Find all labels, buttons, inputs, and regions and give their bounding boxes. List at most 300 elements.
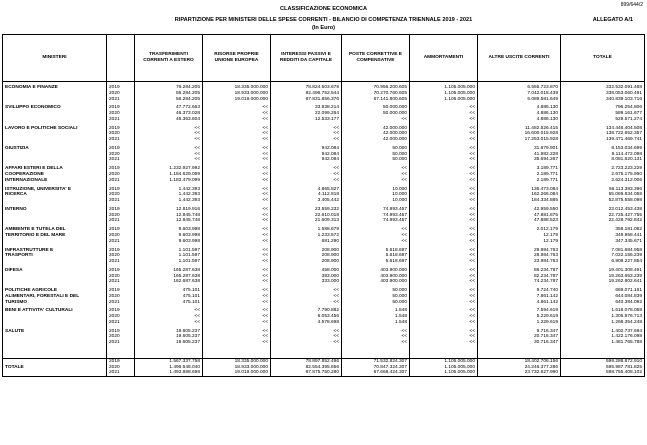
value-cell: 70.270.760.605: [342, 91, 410, 97]
value-cell: 18.933.000.000: [203, 91, 271, 97]
ministry-name: AMBIENTE E TUTELA DEL: [3, 227, 107, 233]
value-cell: <<: [410, 288, 478, 294]
ministry-name: TRASPORTI: [3, 253, 107, 259]
value-cell: <<: [203, 213, 271, 219]
value-cell: 42.959.550: [478, 207, 561, 213]
value-cell: 1.101.597: [135, 248, 203, 254]
value-cell: 42.000.000: [342, 131, 410, 137]
value-cell: <<: [203, 218, 271, 224]
year-cell: 2021: [107, 320, 135, 326]
year-cell: 2021: [107, 218, 135, 224]
value-cell: 139.471.469.741: [561, 137, 645, 143]
value-cell: <<: [203, 259, 271, 265]
value-cell: <<: [203, 117, 271, 123]
value-cell: <<: [410, 187, 478, 193]
value-cell: 19.605.237: [135, 329, 203, 335]
value-cell: 41.982.228: [478, 152, 561, 158]
value-cell: 22.725.427.755: [561, 213, 645, 219]
value-cell: 4.886.130: [478, 111, 561, 117]
value-cell: <<: [271, 288, 342, 294]
spacer-cell: [478, 349, 561, 359]
value-cell: 2.723.223.229: [561, 166, 645, 172]
value-cell: 19.263.653.239: [561, 274, 645, 280]
value-cell: 50.000: [342, 294, 410, 300]
value-cell: <<: [203, 152, 271, 158]
value-cell: <<: [135, 320, 203, 326]
value-cell: <<: [203, 239, 271, 245]
ministry-name: POLITICHE AGRICOLE: [3, 288, 107, 294]
value-cell: 529.571.274: [561, 117, 645, 123]
ministry-name: AFFARI ESTERI E DELLA: [3, 166, 107, 172]
value-cell: 338.053.060.491: [561, 91, 645, 97]
value-cell: 12.819.916: [135, 207, 203, 213]
value-cell: 208.900: [271, 248, 342, 254]
total-value-cell: 1.493.888.698: [135, 370, 203, 376]
value-cell: <<: [410, 334, 478, 340]
year-cell: 2020: [107, 192, 135, 198]
value-cell: 6.908.227.854: [561, 259, 645, 265]
value-cell: 4.886.130: [478, 105, 561, 111]
col-header: [107, 35, 135, 82]
ministry-name: INFRASTRUTTURE E: [3, 248, 107, 254]
ministry-name: ECONOMIA E FINANZE: [3, 85, 107, 91]
year-cell: 2020: [107, 213, 135, 219]
value-cell: <<: [410, 340, 478, 346]
value-cell: <<: [271, 300, 342, 306]
value-cell: 87.831.856.376: [271, 97, 342, 103]
total-value-cell: 24.246.377.286: [478, 365, 561, 371]
value-cell: 30.716.347: [478, 340, 561, 346]
table-row: [3, 370, 645, 376]
year-cell: 2019: [107, 359, 135, 365]
col-header: MINISTERI: [3, 35, 107, 82]
value-cell: 19.401.308.491: [561, 268, 645, 274]
value-cell: <<: [410, 248, 478, 254]
ministry-name: TURISMO: [3, 300, 107, 306]
value-cell: <<: [203, 233, 271, 239]
total-value-cell: 598.755.408.102: [561, 370, 645, 376]
total-value-cell: 19.019.000.000: [203, 370, 271, 376]
year-cell: 2021: [107, 279, 135, 285]
value-cell: 7.081.684.958: [561, 248, 645, 254]
ministry-name: GIUSTIZIA: [3, 146, 107, 152]
value-cell: 333.000: [271, 279, 342, 285]
value-cell: 5.618.697: [342, 248, 410, 254]
value-cell: 475.101: [135, 288, 203, 294]
value-cell: <<: [203, 137, 271, 143]
value-cell: <<: [410, 239, 478, 245]
value-cell: 1.101.597: [135, 253, 203, 259]
value-cell: 7.790.882: [271, 308, 342, 314]
total-label: [3, 370, 107, 376]
value-cell: <<: [410, 308, 478, 314]
year-cell: 2021: [107, 97, 135, 103]
value-cell: <<: [203, 157, 271, 163]
value-cell: 1.105.005.000: [410, 85, 478, 91]
year-cell: 2019: [107, 85, 135, 91]
value-cell: 1.442.393: [135, 192, 203, 198]
year-cell: 2020: [107, 334, 135, 340]
value-cell: 52.875.558.098: [561, 198, 645, 204]
value-cell: <<: [135, 157, 203, 163]
value-cell: 403.900.000: [342, 268, 410, 274]
value-cell: 1.402.737.694: [561, 329, 645, 335]
year-cell: 2021: [107, 117, 135, 123]
value-cell: <<: [342, 117, 410, 123]
value-cell: <<: [203, 187, 271, 193]
year-cell: 2019: [107, 207, 135, 213]
total-value-cell: 18.402.706.156: [478, 359, 561, 365]
value-cell: 67.141.800.605: [342, 97, 410, 103]
value-cell: <<: [203, 279, 271, 285]
year-cell: 2019: [107, 248, 135, 254]
value-cell: 1.588.679: [271, 227, 342, 233]
value-cell: 4.886.130: [478, 117, 561, 123]
value-cell: <<: [271, 294, 342, 300]
value-cell: 640.384.092: [561, 300, 645, 306]
value-cell: 1.618.078.058: [561, 308, 645, 314]
spacer-cell: [203, 349, 271, 359]
year-cell: 2019: [107, 126, 135, 132]
value-cell: 18.335.000.000: [203, 85, 271, 91]
value-cell: 19.019.000.000: [203, 97, 271, 103]
value-cell: 5.229.619: [478, 314, 561, 320]
value-cell: <<: [203, 131, 271, 137]
value-cell: 1.183.479.099: [135, 178, 203, 184]
year-cell: 2019: [107, 146, 135, 152]
value-cell: <<: [410, 192, 478, 198]
total-value-cell: 18.335.000.000: [203, 359, 271, 365]
value-cell: 22.099.264: [271, 111, 342, 117]
total-value-cell: 1.105.005.000: [410, 370, 478, 376]
value-cell: <<: [271, 131, 342, 137]
year-cell: 2020: [107, 111, 135, 117]
value-cell: <<: [203, 329, 271, 335]
value-cell: 56.284.205: [135, 91, 203, 97]
year-cell: 2021: [107, 239, 135, 245]
value-cell: <<: [342, 233, 410, 239]
year-cell: 2021: [107, 157, 135, 163]
value-cell: <<: [203, 105, 271, 111]
value-cell: 76.284.205: [135, 85, 203, 91]
value-cell: <<: [203, 340, 271, 346]
value-cell: 5.618.697: [342, 259, 410, 265]
value-cell: <<: [410, 131, 478, 137]
value-cell: <<: [410, 314, 478, 320]
value-cell: 942.084: [271, 152, 342, 158]
value-cell: 796.254.806: [561, 105, 645, 111]
year-cell: 2021: [107, 178, 135, 184]
value-cell: 12.533.177: [271, 117, 342, 123]
value-cell: <<: [271, 178, 342, 184]
value-cell: 347.345.671: [561, 239, 645, 245]
year-cell: 2019: [107, 187, 135, 193]
value-cell: <<: [203, 198, 271, 204]
value-cell: <<: [271, 329, 342, 335]
value-cell: 644.084.839: [561, 294, 645, 300]
year-cell: 2019: [107, 268, 135, 274]
value-cell: 16.600.015.928: [478, 131, 561, 137]
value-cell: 23.559.232: [271, 207, 342, 213]
total-value-cell: 78.897.852.496: [271, 359, 342, 365]
value-cell: <<: [342, 340, 410, 346]
value-cell: <<: [342, 239, 410, 245]
value-cell: 47.772.663: [135, 105, 203, 111]
value-cell: 8.081.620.131: [561, 157, 645, 163]
ministry-name: SALUTE: [3, 329, 107, 335]
value-cell: 82.234.787: [478, 274, 561, 280]
table-header-row: [3, 35, 645, 82]
value-cell: 12.179: [478, 233, 561, 239]
value-cell: 136.473.084: [478, 187, 561, 193]
value-cell: 1.101.597: [135, 259, 203, 265]
year-cell: 2019: [107, 288, 135, 294]
value-cell: 9.724.740: [478, 288, 561, 294]
value-cell: 2.012.179: [478, 227, 561, 233]
value-cell: 56.113.383.396: [561, 187, 645, 193]
spending-table: [2, 34, 645, 377]
value-cell: 21.609.313: [271, 218, 342, 224]
value-cell: 1.229.619: [478, 320, 561, 326]
value-cell: 19.262.802.641: [561, 279, 645, 285]
value-cell: 8.114.472.098: [561, 152, 645, 158]
total-value-cell: 18.933.000.000: [203, 365, 271, 371]
value-cell: <<: [410, 157, 478, 163]
value-cell: 1.548: [342, 308, 410, 314]
year-cell: 2021: [107, 137, 135, 143]
total-value-cell: 23.732.627.990: [478, 370, 561, 376]
value-cell: 50.000: [342, 288, 410, 294]
col-header: AMMORTAMENTI: [410, 35, 478, 82]
value-cell: 340.839.103.716: [561, 97, 645, 103]
value-cell: 56.284.205: [135, 97, 203, 103]
year-cell: 2020: [107, 253, 135, 259]
value-cell: <<: [410, 218, 478, 224]
value-cell: <<: [410, 274, 478, 280]
spacer-cell: [342, 349, 410, 359]
value-cell: <<: [271, 172, 342, 178]
total-value-cell: 598.286.872.910: [561, 359, 645, 365]
value-cell: <<: [342, 334, 410, 340]
value-cell: 2.189.771: [478, 178, 561, 184]
value-cell: <<: [271, 126, 342, 132]
value-cell: 35.694.267: [478, 157, 561, 163]
value-cell: 349.958.441: [561, 233, 645, 239]
total-value-cell: 67.668.424.307: [342, 370, 410, 376]
value-cell: 208.900: [271, 253, 342, 259]
value-cell: 942.084: [271, 157, 342, 163]
value-cell: <<: [203, 294, 271, 300]
total-value-cell: 87.875.750.280: [271, 370, 342, 376]
total-value-cell: 82.554.395.656: [271, 365, 342, 371]
value-cell: 31.679.901: [478, 146, 561, 152]
value-cell: 2.189.771: [478, 172, 561, 178]
value-cell: <<: [203, 111, 271, 117]
year-cell: 2020: [107, 294, 135, 300]
value-cell: 10.000: [342, 198, 410, 204]
value-cell: 162.266.084: [478, 192, 561, 198]
value-cell: <<: [410, 300, 478, 306]
total-value-cell: 1.567.337.758: [135, 359, 203, 365]
year-cell: 2020: [107, 131, 135, 137]
value-cell: <<: [410, 294, 478, 300]
value-cell: <<: [410, 166, 478, 172]
value-cell: 184.334.885: [478, 198, 561, 204]
value-cell: <<: [203, 300, 271, 306]
value-cell: <<: [410, 233, 478, 239]
value-cell: 1.105.005.000: [410, 91, 478, 97]
value-cell: <<: [203, 288, 271, 294]
value-cell: 1.422.176.098: [561, 334, 645, 340]
ministry-name: ISTRUZIONE, UNIVERSITA' E: [3, 187, 107, 193]
value-cell: <<: [410, 126, 478, 132]
value-cell: <<: [203, 320, 271, 326]
value-cell: 19.605.237: [135, 340, 203, 346]
value-cell: 5.618.697: [342, 253, 410, 259]
value-cell: <<: [203, 207, 271, 213]
value-cell: 86.234.787: [478, 268, 561, 274]
value-cell: 1.105.005.000: [410, 97, 478, 103]
ministry-name: COOPERAZIONE: [3, 172, 107, 178]
value-cell: 20.716.347: [478, 334, 561, 340]
value-cell: 23.012.453.438: [561, 207, 645, 213]
value-cell: 10.000: [342, 187, 410, 193]
value-cell: <<: [203, 334, 271, 340]
year-cell: 2020: [107, 274, 135, 280]
ministry-name: BENI E ATTIVITA' CULTURALI: [3, 308, 107, 314]
year-cell: 2020: [107, 233, 135, 239]
value-cell: 475.101: [135, 300, 203, 306]
value-cell: 165.287.638: [135, 274, 203, 280]
value-cell: 46.373.028: [135, 111, 203, 117]
value-cell: 46.363.604: [135, 117, 203, 123]
year-cell: 2020: [107, 172, 135, 178]
ministry-name: TERRITORIO E DEL MARE: [3, 233, 107, 239]
value-cell: 1.305.976.713: [561, 314, 645, 320]
year-cell: 2019: [107, 166, 135, 172]
year-cell: 2020: [107, 91, 135, 97]
value-cell: <<: [271, 340, 342, 346]
value-cell: 669.071.161: [561, 288, 645, 294]
ministry-name: LAVORO E POLITICHE SOCIALI: [3, 126, 107, 132]
value-cell: <<: [410, 105, 478, 111]
value-cell: <<: [203, 146, 271, 152]
value-cell: <<: [203, 178, 271, 184]
total-value-cell: 70.847.324.307: [342, 365, 410, 371]
value-cell: <<: [342, 166, 410, 172]
value-cell: 74.234.787: [478, 279, 561, 285]
value-cell: 589.161.677: [561, 111, 645, 117]
value-cell: <<: [410, 172, 478, 178]
value-cell: 8.153.034.699: [561, 146, 645, 152]
spacer-cell: [410, 349, 478, 359]
value-cell: 4.578.698: [271, 320, 342, 326]
value-cell: <<: [203, 314, 271, 320]
title-ripartizione: RIPARTIZIONE PER MINISTERI DELLE SPESE CORRENTI - BILANCIO DI COMPETENZA TRIENNALE 2019 - 2021: [174, 17, 473, 23]
allegato-label: ALLEGATO A/1: [592, 17, 633, 23]
value-cell: 50.000: [342, 300, 410, 306]
value-cell: 9.603.998: [135, 239, 203, 245]
value-cell: 82.496.752.544: [271, 91, 342, 97]
value-cell: <<: [410, 253, 478, 259]
value-cell: <<: [410, 178, 478, 184]
value-cell: 50.000: [342, 157, 410, 163]
ministry-name: RICERCA: [3, 192, 107, 198]
value-cell: <<: [203, 192, 271, 198]
value-cell: 7.594.619: [478, 308, 561, 314]
year-cell: 2020: [107, 314, 135, 320]
value-cell: <<: [271, 137, 342, 143]
spacer-cell: [271, 349, 342, 359]
value-cell: <<: [342, 178, 410, 184]
year-cell: 2019: [107, 329, 135, 335]
value-cell: 2.624.312.006: [561, 178, 645, 184]
value-cell: 138.722.652.357: [561, 131, 645, 137]
page-number: 899/644/2: [620, 2, 643, 8]
value-cell: 19.605.237: [135, 334, 203, 340]
value-cell: 1.232.927.992: [135, 166, 203, 172]
value-cell: 1.233.572: [271, 233, 342, 239]
value-cell: <<: [410, 207, 478, 213]
table-row: [3, 349, 645, 359]
value-cell: 9.603.998: [135, 227, 203, 233]
value-cell: 403.900.000: [342, 279, 410, 285]
value-cell: <<: [410, 279, 478, 285]
value-cell: 74.993.457: [342, 218, 410, 224]
col-header: TRASFERIMENTI CORRENTI A ESTERO: [135, 35, 203, 82]
value-cell: 1.268.354.248: [561, 320, 645, 326]
value-cell: 78.824.503.678: [271, 85, 342, 91]
value-cell: 165.287.638: [135, 268, 203, 274]
value-cell: 29.984.763: [478, 248, 561, 254]
value-cell: <<: [135, 137, 203, 143]
value-cell: <<: [135, 308, 203, 314]
value-cell: 7.022.156.239: [561, 253, 645, 259]
value-cell: 681.290: [271, 239, 342, 245]
year-cell: 2021: [107, 300, 135, 306]
year-cell: 2021: [107, 370, 135, 376]
col-header: ALTRE USCITE CORRENTI: [478, 35, 561, 82]
value-cell: <<: [410, 117, 478, 123]
value-cell: 383.000: [271, 274, 342, 280]
value-cell: 9.603.998: [135, 233, 203, 239]
value-cell: <<: [342, 329, 410, 335]
value-cell: 47.881.875: [478, 213, 561, 219]
value-cell: 33.938.214: [271, 105, 342, 111]
value-cell: 1.481.765.788: [561, 340, 645, 346]
year-cell: 2021: [107, 198, 135, 204]
total-value-cell: 595.987.781.825: [561, 365, 645, 371]
spacer-cell: [561, 349, 645, 359]
value-cell: 6.555.723.870: [478, 85, 561, 91]
value-cell: 2.675.175.950: [561, 172, 645, 178]
total-value-cell: 1.105.005.000: [410, 365, 478, 371]
value-cell: 4.112.818: [271, 192, 342, 198]
value-cell: <<: [410, 329, 478, 335]
title-classification: CLASSIFICAZIONE ECONOMICA: [279, 6, 367, 12]
value-cell: 475.101: [135, 294, 203, 300]
value-cell: 74.993.457: [342, 207, 410, 213]
value-cell: 9.716.347: [478, 329, 561, 335]
value-cell: 50.000.000: [342, 111, 410, 117]
value-cell: 22.428.792.842: [561, 218, 645, 224]
value-cell: <<: [410, 227, 478, 233]
col-header: TOTALE: [561, 35, 645, 82]
value-cell: 208.900: [271, 259, 342, 265]
value-cell: <<: [410, 146, 478, 152]
ministry-name: INTERNAZIONALE: [3, 178, 107, 184]
value-cell: <<: [203, 253, 271, 259]
